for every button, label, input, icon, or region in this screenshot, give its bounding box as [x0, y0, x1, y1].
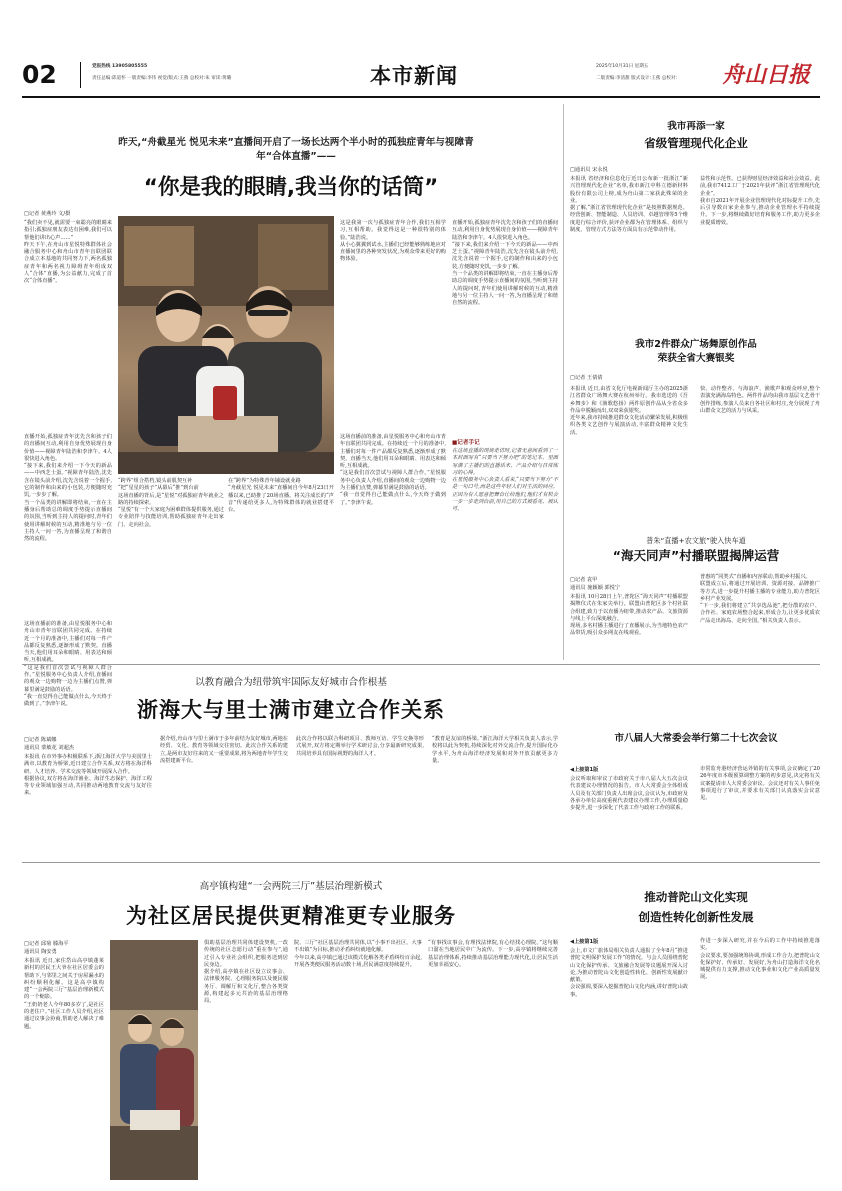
lead-col-6: 这场直播前的准备,由星悦服务中心和舟山市青年盲联团共同完成。在持续近一个月的准备中,主播们对每一件产品都反复熟悉,逐渐形成了默契。直播当天,他们用耳朵和眼睛、用表达和倾听,互相成就。 “这是我们首次尝试与视障人群合作。”星悦服务中心负责人介绍,直播间的观众一边购物一边为主播们点赞,弹幕里满是鼓励的话语。 “我一直觉得自己能做点什么,今天终于做到了。”李津午说。 [340, 434, 446, 506]
masthead [0, 0, 842, 100]
province-headline-2: 省级管理现代化企业 [644, 136, 748, 150]
lead-col-7: 直播开始,孤独症青年沈先含和孩子们的直播间互动,利用自身优势展现自身价值——视障青年陆浩和李津午。4人很快进入角色。 “接下来,我们来介绍一下今天的新品——中西芝士蛋。”视障青年陆浩,沈先含在镜头前介绍,沈先含说着一个握手,它的制作和由来的小包装,方便随时充饥,一步步了解。 当一个品类的讲解即将结束,一直在主播身后帮助总的调度手势提示直播间的氛围,当听到主持人的提问时,青年们使用讲解时候的互动,精准地与另一位主持人一问一答,为直播呈现了和谐自然的流程。 [452, 220, 558, 307]
dance-col-2: 快、动作整齐、与海浪声、渔歌声和观众呼应,整个表演充满海岛特色。两件作品均由我市基层文艺骨干创作排练,参演人员来自各社区和村庄,充分展现了舟山群众文艺的活力与风采。 [700, 386, 820, 414]
congress-col-1: 会议听取和审议了市政府关于市八届人大五次会议代表建议办理情况的报告。市人大常委会全体组成人员及有关部门负责人出席会议,会议认为,市政府及各承办单位高度重视代表建议办理工作,办理质量稳步提升,进一步深化了代表工作与政府工作的联系。 [570, 776, 688, 812]
livestream-col-2: 普惠的“同类式”直播和内容联动,帮助乡村振兴。 联盟成立后,将通过开展培训、资源对接、品牌推广等方式,进一步提升村播主播的专业能力,助力普陀区乡村产业发展。 “下一步,我们将建立“共享选品池”,把分散的农户、合作社、家庭农场整合起来,形成合力,让更多优质农产品走出海岛、走向全国。”相关负责人表示。 [700, 574, 820, 624]
dance-col-1: 本报讯 近日,由省文化厅电视新闻厅主办的2025浙江省群众广场舞大赛在杭州举行。我市选送的《吾乡舞步》和《渔歌悠扬》两件原创作品从全省众多作品中脱颖而出,双双荣获银奖。 近年来,我市持续推进群众文化活动繁荣发展,积极组织各类文艺创作与展演活动,丰富群众精神文化生活。 [570, 386, 688, 436]
story-dance [570, 328, 822, 524]
date-line: 2025年10月31日 星期五 [596, 64, 649, 69]
editor-line: 责任总编:邱道怀 一版责编:李伟 视觉/版式:王燕 总校对:朱 审读:黄璐 [92, 76, 232, 81]
province-col-1: 本报讯 省经济和信息化厅近日公布新一批浙江“新兴管理现代化企业”名单,我市新江中科立德新材料股份有限公司上榜,成为舟山第二家获此殊荣的企业。 据了解,“浙江省管理现代化企业”是按照数据规范、经营创新、智能制造、人员培训、卓越管理等5个维度进行综合评价,获评企业都为在管理体系、组织与制度、管理方式方法等方面具有示范带动作用。 [570, 176, 688, 234]
commentary-text: 在这场直播的现场走访时,记者无意间看到了一本封面写有“只要当下努力吧”的笔记本。里面写满了主播们的直播话术、产品介绍与日常练习的心得。 在星悦服务中心负责人看来,“只要当下努力”不是一句口号,而是这些年轻人们对生活的回应。正因为有人愿意把舞台让给他们,他们才有机会一步一步走到台前,用自己的方式被看见、被认可。 [452, 448, 558, 513]
community-col-3: 院、三厅”社区基层治理共同体,以“小事不出社区、大事不出镇”为目标,推动矛盾纠纷就地化解。 今年以来,高亭镇已通过该模式化解各类矛盾纠纷百余起,开展各类便民服务活动数十场,居民满意度持续提升。 [294, 940, 422, 968]
page-number-divider [80, 62, 81, 88]
community-kicker: 高亭镇构建“一会两院三厅”基层治理新模式 [199, 881, 383, 892]
column-divider [563, 104, 564, 660]
congress-headline: 市八届人大常委会举行第二十七次会议 [614, 733, 778, 744]
putuoshan-headline-1: 推动普陀山文化实现 [644, 890, 748, 904]
putuoshan-col-1: 会上,市文广旅体局相关负责人通报了全年8月“推进普陀文明保护发展工作”的情况。与会人员围绕普陀山文化保护传承、文旅融合发展等议题展开深入讨论,为推动普陀山文化创造性转化、创新性发展献计献策。 会议强调,要深入挖掘普陀山文化内涵,讲好普陀山故事。 [570, 948, 688, 998]
masthead-rule [22, 96, 820, 98]
community-col-2: 俱助基层治理共同体建设契机,一改传统的社区志愿行动“重在参与”,通过引入专业社会组织,把服务送到居民身边。 据介绍,高亭镇在社区设立议事会、法律服务院、心理服务院以及便民服务厅、调解厅和文化厅,整合各类资源,构建起多元共治的基层治理格局。 [204, 940, 288, 1005]
province-col-2: 益性和示范性。已获得财星经济效益和社会效益。此前,我市7412工厂于2021年获评“浙江省管理现代化企业”。 我市自2021年开展企业管理现代化对标提升工作,先后引导数百家企业参与,推动企业管理水平持续提升。下一步,将继续做好培育和服务工作,助力更多企业提质增效。 [700, 176, 820, 226]
lead-photo-illustration [118, 216, 334, 474]
zju-headline: 浙海大与里士满市建立合作关系 [137, 698, 445, 722]
community-photo-illustration [110, 940, 198, 1180]
putuoshan-tag: ◀上接第1版 [570, 939, 599, 945]
zju-col-4: “教育是友谊的桥梁。”浙江海洋大学相关负责人表示,学校将以此为契机,持续深化对外交流合作,提升国际化办学水平,为舟山海洋经济发展和对外开放贡献更多力量。 [432, 736, 558, 764]
putuoshan-col-2: 作进一步深入研究,并在今后的工作中持续推进落实。 会议要求,要加强统筹协调,形成工作合力,把普陀山文化保护好、传承好、发展好,为舟山打造海洋文化名城提供有力支撑,推动文化事业和文化产业高质量发展。 [700, 938, 820, 981]
lead-headline: “你是我的眼睛,我当你的话筒” [143, 175, 439, 200]
story-livestream [570, 530, 822, 666]
zju-kicker: 以教育融合为纽带筑牢国际友好城市合作根基 [195, 677, 387, 688]
hotline-line: 党报热线 13905805555 [92, 64, 148, 69]
congress-tag: ◀上接第1版 [570, 767, 599, 773]
lead-kicker: 昨天,“舟截星光 悦见未来”直播间开启了一场长达两个半小时的孤独症青年与视障青年“合体直播”—— [118, 137, 474, 162]
livestream-byline: □记者 袁甲 通讯员 施颖颖 郭悦宁 [570, 577, 620, 591]
lead-mid-1: 在“跨界”为特殊青年铺设就业路 “舟截星光 悦见未来”直播间自今年8月23日开播以来,已助推了20场直播。将关注成长的“声音”传递给更多人,为特殊群体的就业搭建平台。 [228, 478, 334, 514]
paper-logo: 舟山日报 [722, 62, 811, 88]
congress-col-2: 市常监舟港经济营运外销的有关事项,会议确定了2026年度市本级预算调整方案的初步意见,决定将有关议案提请市人大常委会审议。会议还对有关人事任免事项进行了审议,并要求有关部门认真落实会议意见。 [700, 766, 820, 802]
story-zju [22, 668, 560, 858]
zju-col-2: 据介绍,舟山市与里士满市于多年前结为友好城市,两地在经贸、文化、教育等领域交往密切。此次合作关系的建立,是两市友好往来的又一重要成果,将为两地青年学生交流搭建新平台。 [160, 736, 288, 764]
community-photo [110, 940, 198, 1180]
livestream-headline: “海天同声”村播联盟揭牌运营 [612, 548, 780, 563]
putuoshan-headline-2: 创造性转化创新性发展 [638, 910, 754, 924]
story-putuoshan [570, 866, 822, 1184]
community-col-1: 本报讯 近日,家住岱山高亭镇蓬莱新村的居民王大爷在社区居委会的帮助下,与邻里之间关于房屋漏水的纠纷顺利化解。这是高亭镇构建“一会两院三厅”基层治理新模式的一个缩影。 “王奶奶老人今年80多岁了,是社区的老住户。”社区工作人员介绍,社区通过议事会协商,帮助老人解决了难题。 [24, 958, 104, 1030]
section-title: 本市新闻 [370, 64, 458, 88]
community-col-4: “有事找议事会,有理找法律院,有心结找心理院。”这句顺口溜在当地居民中广为流传。下一步,高亭镇将继续完善基层治理体系,持续推动基层治理能力现代化,让居民生活更加幸福安心。 [428, 940, 558, 968]
lead-col-3: 这场直播前的准备,由星悦服务中心和舟山市青年盲联团共同完成。在持续近一个月的准备中,主播们对每一件产品都反复熟悉,逐渐形成了默契。直播当天,他们用耳朵和眼睛、用表达和倾听,互相成就。 “这是我们首次尝试与视障人群合作。”星悦服务中心负责人介绍,直播间的观众一边购物一边为主播们点赞,弹幕里满是鼓励的话语。 “我一直觉得自己能做点什么,今天终于做到了。”李津午说。 [24, 621, 112, 708]
zju-col-1: 本报讯 在市外事办积极联系下,浙江海洋大学与美国里士满市,以教育为桥梁,近日建立合作关系,双方将在海洋科研、人才培养、学术交流等领域开展深入合作。 根据协议,双方将在海洋渔业、海洋生态保护、海洋工程等专业领域加强互动,共同推动两地教育交流与友好往来。 [24, 754, 152, 797]
community-headline: 为社区居民提供更精准更专业服务 [126, 904, 456, 928]
section-rule-1 [22, 664, 820, 665]
lead-col-2: 直播开始,孤独症青年沈先含和孩子们的直播间互动,利用自身优势展现自身价值——视障青年陆浩和李津午。4人很快进入角色。 “接下来,我们来介绍一下今天的新品——中西芝士蛋。”视障青年陆浩,沈先含在镜头前介绍,沈先含说着一个握手,它的制作和由来的小包装,方便随时充饥,一步步了解。 当一个品类的讲解即将结束,一直在主播身后帮助总的调度手势提示直播间的氛围,当听到主持人的提问时,青年们使用讲解时候的互动,精准地与另一位主持人一问一答,为直播呈现了和谐自然的流程。 [24, 434, 112, 543]
dance-byline: □记者 王倩倩 [570, 375, 603, 381]
dance-headline-2: 荣获全省大赛银奖 [657, 353, 735, 364]
right-editor-line: 二版责编:李清甜 版式设计:王燕 总校对: [596, 76, 678, 81]
lead-col-4: “跨界”组合搭档,镜头前肌契互补 “把“星星的孩子”从幕后“推”到台前 这场直播的背后,是“星悦”对孤独症青年就业之路的持续探索。 “星悦”有一个大家庭为困难群体提供服务,通过专业陪伴与技能培训,帮助孤独症青年走出家门、走向社会。 [118, 478, 224, 528]
zju-col-3: 此次合作将以联合科研项目、教师互访、学生交换等形式展开,双方将定期举行学术研讨会,分享最新研究成果,共同培养具有国际视野的海洋人才。 [296, 736, 424, 757]
page-number: 02 [22, 60, 57, 89]
commentary-title: ■记者手记 [452, 440, 480, 446]
lead-photo [118, 216, 334, 474]
dance-headline-1: 我市2件群众广场舞原创作品 [635, 339, 757, 350]
lead-col-1: “我们卖不见,就需要一束聪亮的眼睛来指引;孤独症朋友表达有困难,我们可以帮他们讲出心声……” 昨天下午,在舟山市星悦特殊群体社会融合服务中心和舟山市青年盲联团联合成立本基地的共同努力下,两名孤独症青年和两名视力障碍青年组成双人“合体”直播,为公益献力,完成了首次“合体直播”。 [24, 220, 112, 285]
livestream-col-1: 本报讯 10月28日上午,普陀区“海天同声”村播联盟揭牌仪式在朱家尖举行。联盟由普陀区多个村社联合组建,致力于以直播为纽带,推动农产品、文旅资源与线上平台深度融合。 现场,多名村播主播进行了直播展示,为当地特色农产品带货,吸引众多网友在线观看。 [570, 594, 688, 637]
province-byline: □通讯员 宋永悦 [570, 167, 608, 173]
zju-byline: □记者 陈斌娜 通讯员 蒙敏花 刘超杰 [24, 737, 74, 751]
story-community [22, 866, 560, 1184]
livestream-kicker: 普朱“直播+农文旅”驶入快车道 [646, 536, 746, 545]
section-rule-2 [22, 862, 820, 863]
community-byline: □记者 邱菊 滕海平 通讯员 陶安勇 [24, 941, 69, 955]
story-province [570, 112, 822, 322]
story-congress [570, 730, 822, 858]
province-headline-1: 我市再添一家 [667, 121, 725, 132]
lead-byline: □记者 黄燕玲 文/摄 [24, 211, 71, 217]
lead-col-5: 这是我第一次与孤独症青年合作,我们互相学习,互相帮助。我觉得这是一种很特别的体验。”陆浩说。 从小心翼翼到试水,主播们已经能够熟练地应对直播间里的各种突发状况,为观众带来更好的购物体验。 [340, 220, 446, 263]
